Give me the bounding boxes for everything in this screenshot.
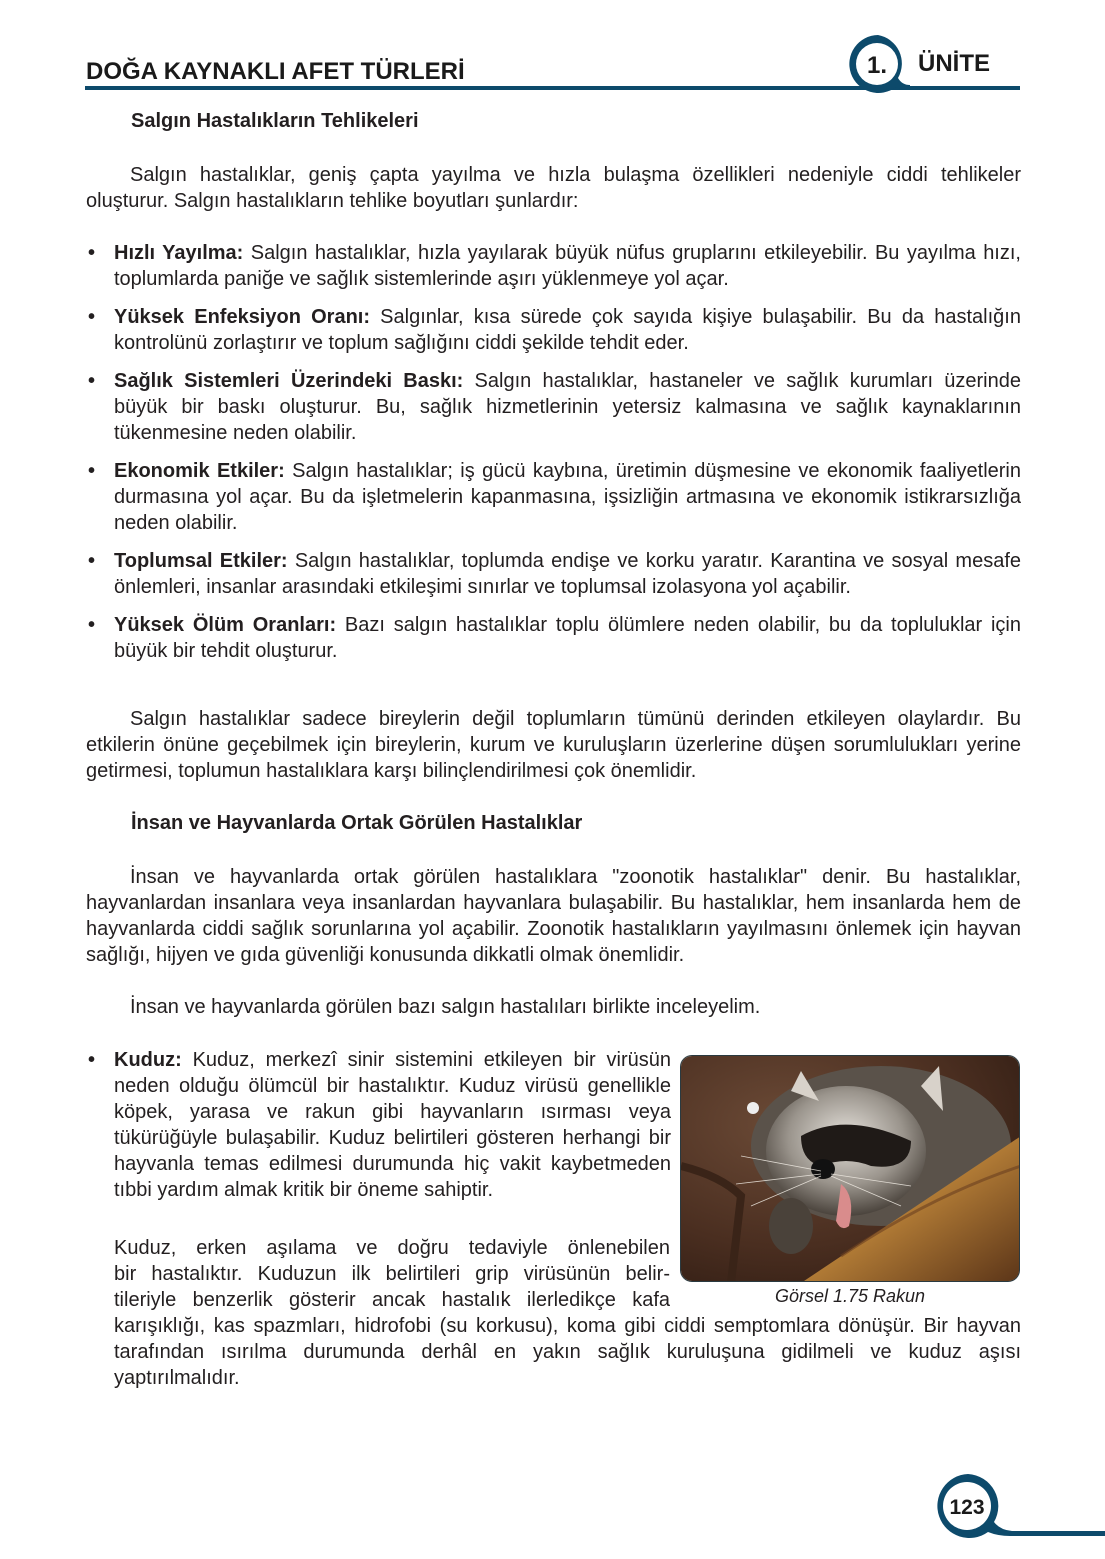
section1-conclusion (86, 706, 1021, 784)
kuduz-line: Kuduz, erken aşılama ve doğru tedaviyle önlenebilen (114, 1237, 670, 1259)
unit-number: 1. (866, 52, 888, 79)
bullet-icon: • (88, 460, 96, 482)
list-item (86, 304, 1021, 356)
raccoon-image-icon (681, 1056, 1020, 1282)
bullet-icon: • (88, 370, 96, 392)
chapter-title: DOĞA KAYNAKLI AFET TÜRLERİ (86, 58, 465, 85)
unit-label: ÜNİTE (918, 50, 990, 77)
list-item-term: Yüksek Ölüm Oranları: (114, 614, 337, 636)
section-heading-zoonotic: İnsan ve Hayvanlarda Ortak Görülen Hastalıklar (131, 812, 583, 834)
section2-lead: İnsan ve hayvanlarda görülen bazı salgın hastalıları birlikte inceleyelim. (130, 996, 761, 1018)
list-item-text: Kuduz, merkezî sinir sistemini etkileyen bir virüsün neden olduğu ölümcül bir hastalıktır. Kuduz virüsü genellikle köpek, yarasa ve rakun gibi hayvanların ısırması veya tükürüğüyle bulaşabilir. Kuduz belirtileri gösteren herhangi bir hayvanla temas edilmesi durumunda hiç vakit kaybetmeden tıbbi yardım almak kritik bir öneme sahiptir. (114, 1049, 671, 1201)
section1-intro-text: Salgın hastalıklar, geniş çapta yayılma ve hızla bulaşma özellikleri nedeniyle ciddi tehlikeler oluşturur. Salgın hastalıkların tehlike boyutları şunlardır: (86, 164, 1021, 212)
bullet-icon: • (88, 242, 96, 264)
unit-badge-icon (846, 33, 910, 95)
list-item (86, 1047, 671, 1203)
list-item-text: Salgın hastalıklar, hızla yayılarak büyük nüfus gruplarını etkileyebilir. Bu yayılma hızı, toplumlarda paniğe ve sağlık sistemlerinde aşırı yüklenmeye yol açar. (114, 242, 1021, 290)
list-item-text: Salgın hastalıklar; iş gücü kaybına, üretimin düşmesine ve ekonomik faaliyetlerin durmasına yol açar. Bu da işletmelerin kapanmasına, işsizliğin artmasına ve ekonomik istikrarsızlığa neden olabilir. (114, 460, 1021, 534)
raccoon-photo (680, 1055, 1020, 1282)
list-item (86, 458, 1021, 536)
list-item (86, 612, 1021, 664)
section2-intro-text: İnsan ve hayvanlarda ortak görülen hastalıklara "zoonotik hastalıklar" denir. Bu hastalıklar, hayvanlardan insanlara veya insanlardan hayvanlara bulaşabilir. Bu hastalıklar, hem insanlarda hem de hayvanlarda ciddi sağlık sorunlarına yol açabilir. Zoonotik hastalıkların yayılmasını önlemek için hayvan sağlığı, hijyen ve gıda güvenliği konusunda dikkatli olmak önemlidir. (86, 866, 1021, 966)
list-item-term: Sağlık Sistemleri Üzerindeki Baskı: (114, 370, 464, 392)
list-item-text: Salgın hastalıklar, toplumda endişe ve korku yaratır. Karantina ve sosyal mesafe önlemleri, insanlar arasındaki etkileşimi sınırlar ve toplumsal izolasyona yol açabilir. (114, 550, 1021, 598)
section-heading-dangers: Salgın Hastalıkların Tehlikeleri (131, 110, 419, 132)
kuduz-line: tileriyle benzerlik gösterir ancak hastalık ilerledikçe kafa (114, 1289, 670, 1311)
bullet-icon: • (88, 550, 96, 572)
list-item-text: Salgın hastalıklar, hastaneler ve sağlık kurumları üzerinde büyük bir baskı oluşturur. Bu, sağlık hizmetlerinin yetersiz kalmasına ve sağlık kaynaklarının tükenmesine neden olabilir. (114, 370, 1021, 444)
kuduz-paragraph-2-top (114, 1235, 670, 1313)
list-item (86, 368, 1021, 446)
page-number-badge-icon (930, 1470, 1105, 1542)
bullet-icon: • (88, 306, 96, 328)
list-item-term: Ekonomik Etkiler: (114, 460, 285, 482)
kuduz-paragraph-2-rest: karışıklığı, kas spazmları, hidrofobi (su korkusu), koma gibi ciddi semptomlara dönüşür. Bir hayvan tarafından ısırılma durumunda derhâl en yakın sağlık kuruluşuna gidilmeli ve kuduz aşısı yaptırılmalıdır. (114, 1315, 1021, 1389)
page-number: 123 (949, 1496, 985, 1519)
figure-caption: Görsel 1.75 Rakun (774, 1286, 926, 1306)
list-item (86, 548, 1021, 600)
section1-intro (86, 162, 1021, 214)
list-item-term: Hızlı Yayılma: (114, 242, 244, 264)
dangers-list (86, 240, 1021, 676)
list-item-term: Yüksek Enfeksiyon Oranı: (114, 306, 370, 328)
list-item-text: Salgınlar, kısa sürede çok sayıda kişiye bulaşabilir. Bu da hastalığın kontrolünü zorlaştırır ve toplum sağlığını ciddi şekilde tehdit eder. (114, 306, 1021, 354)
list-item-term: Kuduz: (114, 1049, 182, 1071)
list-item (86, 240, 1021, 292)
section1-conclusion-text: Salgın hastalıklar sadece bireylerin değil toplumların tümünü derinden etkileyen olaylardır. Bu etkilerin önüne geçebilmek için bireylerin, kurum ve kuruluşların üzerlerine düşen sorumlulukları yerine getirmesi, toplumun hastalıklara karşı bilinçlendirilmesi çok önemlidir. (86, 708, 1021, 782)
section2-intro (86, 864, 1021, 968)
list-item-term: Toplumsal Etkiler: (114, 550, 288, 572)
kuduz-line: bir hastalıktır. Kuduzun ilk belirtileri grip virüsünün belir- (114, 1263, 670, 1285)
bullet-icon: • (88, 1049, 96, 1071)
kuduz-item (86, 1047, 671, 1203)
list-item-text: Bazı salgın hastalıklar toplu ölümlere neden olabilir, bu da topluluklar için büyük bir tehdit oluşturur. (114, 614, 1021, 662)
bullet-icon: • (88, 614, 96, 636)
